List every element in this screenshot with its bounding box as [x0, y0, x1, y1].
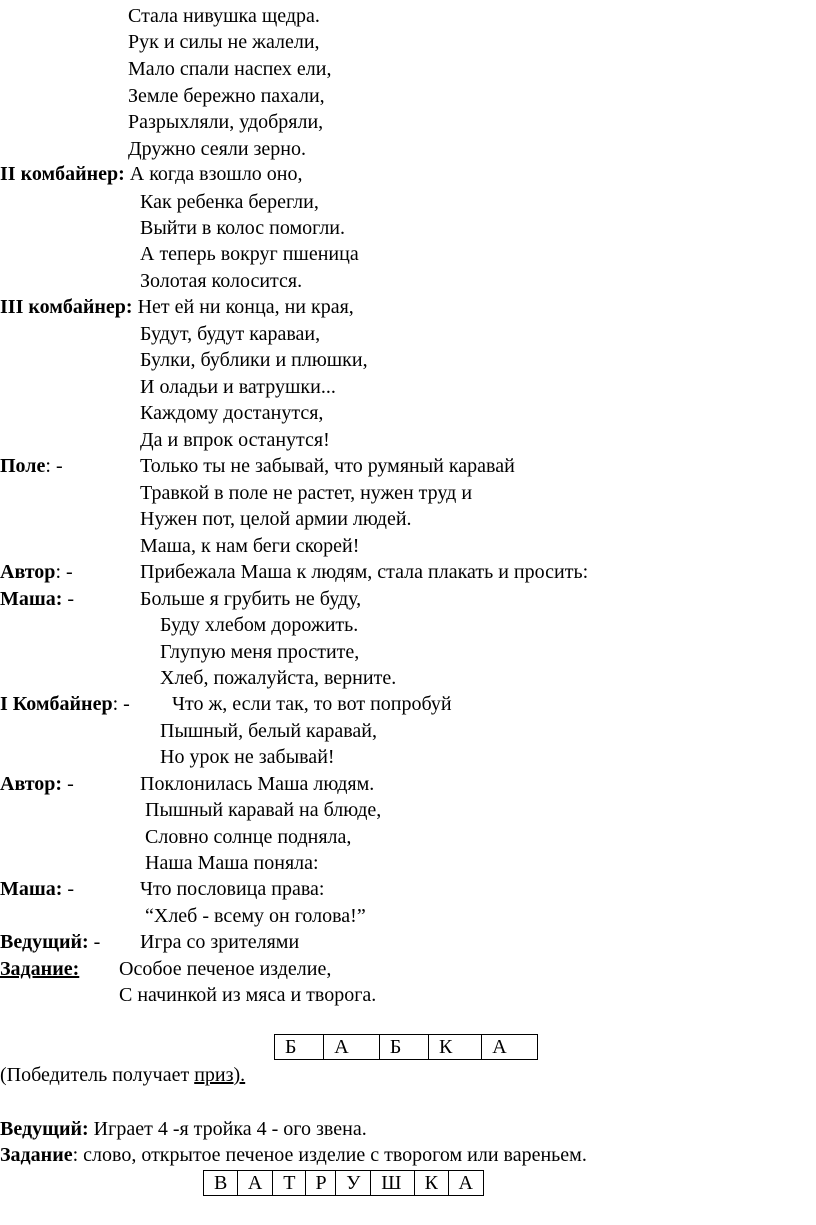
- speaker-name: II комбайнер:: [0, 163, 125, 185]
- poem-line: Травкой в поле не растет, нужен труд и: [140, 482, 473, 504]
- poem-line: Хлеб, пожалуйста, верните.: [160, 667, 397, 689]
- poem-line: Каждому достанутся,: [140, 402, 324, 424]
- poem-line: Золотая колосится.: [140, 270, 303, 292]
- letter-cell: К: [429, 1035, 482, 1060]
- poem-line: Булки, бублики и плюшки,: [140, 349, 368, 371]
- poem-line: Игра со зрителями: [140, 931, 300, 953]
- speaker-line: II комбайнер: А когда взошло оно,: [0, 163, 303, 185]
- speaker-line: Ведущий: Играет 4 -я тройка 4 - ого звена.: [0, 1118, 367, 1140]
- poem-line: Пышный, белый каравай,: [160, 720, 377, 742]
- poem-line: Мало спали наспех ели,: [128, 58, 332, 80]
- answer-word-grid: [274, 1034, 538, 1060]
- poem-line: Будут, будут караваи,: [140, 323, 321, 345]
- poem-line: Но урок не забывай!: [160, 746, 335, 768]
- poem-line: Выйти в колос помогли.: [140, 217, 346, 239]
- poem-line: Наша Маша поняла:: [145, 852, 319, 874]
- letter-cell: В: [204, 1171, 238, 1196]
- letter-cell: А: [237, 1171, 272, 1196]
- poem-line: Пышный каравай на блюде,: [145, 799, 382, 821]
- poem-line: И оладьи и ватрушки...: [140, 376, 336, 398]
- poem-line: Разрыхляли, удобряли,: [128, 111, 324, 133]
- poem-line: Земле бережно пахали,: [128, 85, 325, 107]
- letter-cell: Т: [273, 1171, 305, 1196]
- poem-line: Рук и силы не жалели,: [128, 31, 320, 53]
- speaker-line: Ведущий: -: [0, 931, 101, 953]
- speaker-line: Автор: -: [0, 561, 73, 583]
- speaker-name: Маша:: [0, 588, 63, 610]
- poem-line: Нужен пот, целой армии людей.: [140, 508, 412, 530]
- speaker-name: Ведущий:: [0, 1118, 89, 1140]
- letter-cell: Б: [379, 1035, 428, 1060]
- prize-note: (Победитель получает приз).: [0, 1064, 246, 1086]
- prize-link: приз).: [194, 1064, 246, 1086]
- poem-line: С начинкой из мяса и творога.: [119, 984, 377, 1006]
- letter-cell: А: [324, 1035, 380, 1060]
- speaker-line: III комбайнер: Нет ей ни конца, ни края,: [0, 296, 354, 318]
- speaker-name: Автор: [0, 561, 56, 583]
- speaker-line: Маша: -: [0, 588, 75, 610]
- poem-line: Особое печеное изделие,: [119, 958, 332, 980]
- speaker-line: Поле: -: [0, 455, 63, 477]
- speaker-name: III комбайнер:: [0, 296, 133, 318]
- speaker-line: Задание: слово, открытое печеное изделие с творогом или вареньем.: [0, 1144, 587, 1166]
- poem-line: Прибежала Маша к людям, стала плакать и просить:: [140, 561, 589, 583]
- speaker-name: Ведущий:: [0, 931, 89, 953]
- poem-line: Глупую меня простите,: [160, 641, 360, 663]
- letter-cell: А: [448, 1171, 483, 1196]
- speaker-line: [0, 957, 79, 981]
- speaker-line: Маша: -: [0, 878, 75, 900]
- poem-line: “Хлеб - всему он голова!”: [145, 905, 366, 927]
- letter-cell: А: [482, 1035, 538, 1060]
- letter-cell: Ш: [371, 1171, 414, 1196]
- answer-word-grid: [203, 1170, 484, 1196]
- poem-line: Словно солнце подняла,: [145, 826, 352, 848]
- poem-line: Стала нивушка щедра.: [128, 5, 320, 27]
- letter-cell: К: [414, 1171, 448, 1196]
- poem-line: Поклонилась Маша людям.: [140, 773, 375, 795]
- letter-cell: Б: [275, 1035, 324, 1060]
- speaker-name: Задание:: [0, 958, 80, 980]
- letter-cell: Р: [305, 1171, 336, 1196]
- poem-line: Дружно сеяли зерно.: [128, 138, 306, 160]
- speaker-name: Автор:: [0, 773, 63, 795]
- poem-line: Что ж, если так, то вот попробуй: [172, 693, 452, 715]
- poem-line: Только ты не забывай, что румяный каравай: [140, 455, 515, 477]
- poem-line: Как ребенка берегли,: [140, 191, 319, 213]
- poem-line: Больше я грубить не буду,: [140, 588, 362, 610]
- poem-line: Буду хлебом дорожить.: [160, 614, 359, 636]
- poem-line: А теперь вокруг пшеница: [140, 243, 359, 265]
- speaker-line: Автор: -: [0, 773, 74, 795]
- letter-cell: У: [336, 1171, 371, 1196]
- speaker-name: Задание: [0, 1144, 73, 1166]
- speaker-line: I Комбайнер: -: [0, 693, 130, 715]
- poem-line: Маша, к нам беги скорей!: [140, 535, 360, 557]
- speaker-name: I Комбайнер: [0, 693, 113, 715]
- poem-line: Да и впрок останутся!: [140, 429, 330, 451]
- speaker-name: Поле: [0, 455, 46, 477]
- poem-line: Что пословица права:: [140, 878, 325, 900]
- speaker-name: Маша:: [0, 878, 63, 900]
